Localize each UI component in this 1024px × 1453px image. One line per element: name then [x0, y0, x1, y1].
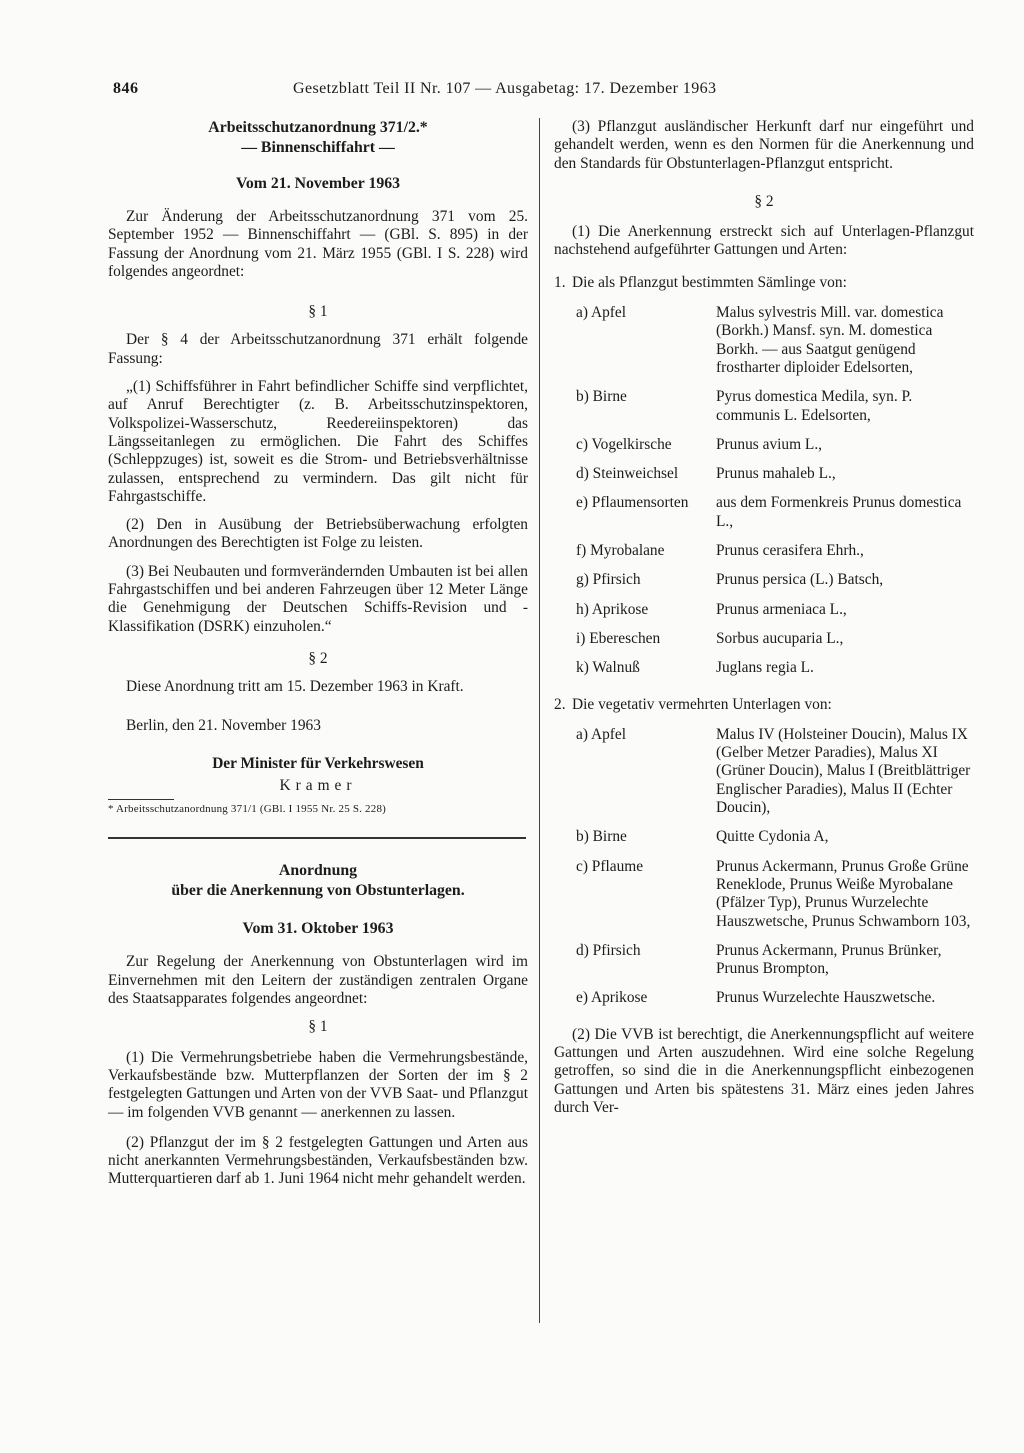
list-item: [554, 989, 974, 1007]
doc2-intro: Zur Regelung der Anerkennung von Obstunterlagen wird im Einvernehmen mit den Leitern der zuständigen zentralen Organe des Staatsapparates folgendes angeordnet:: [108, 953, 528, 1008]
doc2-section1-heading: § 1: [308, 1018, 328, 1036]
doc1-date: Vom 21. November 1963: [235, 175, 401, 192]
footnote-rule: [108, 799, 174, 800]
doc1-section1-para2: (2) Den in Ausübung der Betriebsüberwachung erfolgten Anordnungen des Berechtigten ist Folge zu leisten.: [108, 516, 528, 552]
list-item-label: c) Vogelkirsche: [576, 435, 672, 453]
column-divider: [539, 118, 540, 1323]
doc1-footnote: * Arbeitsschutzanordnung 371/1 (GBl. I 1955 Nr. 25 S. 228): [108, 803, 387, 816]
list-item: [554, 630, 974, 648]
doc2-section1-para1: (1) Die Vermehrungsbetriebe haben die Vermehrungsbestände, Verkaufsbestände bzw. Mutterpflanzen der Sorten der im § 2 festgelegten Gattungen und Arten von der VVB Saat- und Pflanzgut — im folgenden VVB genannt — anerkennen zu lassen.: [108, 1048, 528, 1121]
list-item-label: f) Myrobalane: [576, 542, 665, 560]
list-item-label: g) Pfirsich: [576, 571, 641, 589]
list1-heading: [554, 274, 974, 292]
list-item-value: Prunus Wurzelechte Hauszwetsche.: [716, 989, 936, 1007]
page-header: [113, 78, 973, 100]
list-item: [554, 436, 974, 454]
right-column: [554, 118, 974, 1117]
list-item-label: e) Aprikose: [576, 989, 648, 1007]
list-item: [554, 659, 974, 677]
list-item-value: Pyrus domestica Medila, syn. P. communis L. Edelsorten,: [716, 388, 913, 424]
list-item-label: h) Aprikose: [576, 600, 649, 618]
list-item-label: e) Pflaumensorten: [576, 494, 689, 512]
doc1-section2-text: Diese Anordnung tritt am 15. Dezember 1963 in Kraft.: [126, 678, 464, 696]
list2-heading: [554, 696, 974, 714]
list-item-value: Prunus Ackermann, Prunus Brünker, Prunus Brompton,: [716, 941, 942, 978]
list-item-value: Malus sylvestris Mill. var. domestica (Borkh.) Mansf. syn. M. domestica Borkh. — aus Saatgut genügend frostharter diploider Edelsorten,: [716, 304, 944, 376]
list2-number: 2.: [554, 695, 566, 713]
list-item-label: b) Birne: [576, 388, 627, 406]
doc1-section1-para3: (3) Bei Neubauten und formverändernden Umbauten ist bei allen Fahrgastschiffen und bei anderen Fahrzeugen über 12 Meter Länge die Genehmigung der Deutschen Schiffs-Revision und -Klassifikation (DSRK) einzuholen.“: [108, 562, 528, 635]
doc2-section2-para1: (1) Die Anerkennung erstreckt sich auf Unterlagen-Pflanzgut nachstehend aufgeführter Gattungen und Arten:: [554, 223, 974, 259]
list-item-value: Prunus mahaleb L.,: [716, 465, 836, 483]
list-item: [554, 942, 974, 979]
list-item-label: c) Pflaume: [576, 857, 644, 875]
list-item-value: Prunus persica (L.) Batsch,: [716, 571, 884, 589]
running-title: Gesetzblatt Teil II Nr. 107 — Ausgabetag: 17. Dezember 1963: [293, 80, 717, 97]
list-item-value: aus dem Formenkreis Prunus domestica L.,: [716, 494, 962, 530]
list1-heading-text: Die als Pflanzgut bestimmten Sämlinge von:: [572, 273, 847, 291]
list-item-value: Sorbus aucuparia L.,: [716, 629, 844, 647]
list-item: [554, 601, 974, 619]
doc1-signer-title: Der Minister für Verkehrswesen: [212, 754, 424, 772]
list-item-value: Prunus armeniaca L.,: [716, 600, 847, 618]
list-item-label: i) Ebereschen: [576, 629, 661, 647]
list-item-label: d) Steinweichsel: [576, 465, 679, 483]
list-item: [554, 304, 974, 377]
list-item-value: Prunus cerasifera Ehrh.,: [716, 542, 864, 560]
doc1-title: Arbeitsschutzanordnung 371/2.*: [208, 119, 428, 136]
list2-heading-text: Die vegetativ vermehrten Unterlagen von:: [572, 695, 832, 713]
list-item-value: Prunus Ackermann, Prunus Große Grüne Reneklode, Prunus Weiße Myrobalane (Pfälzer Typ), Prunus Wurzelechte Hauszwetsche, Prunus Schwamborn 103,: [716, 857, 971, 930]
list-item-value: Malus IV (Holsteiner Doucin), Malus IX (Gelber Metzer Paradies), Malus XI (Grüner Doucin), Malus I (Breitblättriger Englischer Paradies), Malus II (Echter Doucin),: [716, 725, 971, 817]
doc2-section1-para3: (3) Pflanzgut ausländischer Herkunft darf nur eingeführt und gehandelt werden, wenn es den Normen für die Anerkennung und den Standards für Obstunterlagen-Pflanzgut entspricht.: [554, 118, 974, 172]
doc2-section2-para2: (2) Die VVB ist berechtigt, die Anerkennungspflicht auf weitere Gattungen und Arten auszudehnen. Wird eine solche Regelung getroffen, so sind die in die Anerkennungspflicht einbezogenen Gattungen und Arten bis spätestens 31. März eines jeden Jahres durch Ver-: [554, 1025, 974, 1116]
doc1-section1-heading: § 1: [308, 303, 328, 321]
list-item-label: b) Birne: [576, 828, 627, 846]
list-item-label: a) Apfel: [576, 304, 626, 322]
list-item: [554, 828, 974, 846]
doc2-title-line1: Anordnung: [278, 862, 358, 880]
list-item: [554, 726, 974, 817]
doc2-date: Vom 31. Oktober 1963: [242, 920, 394, 938]
doc1-place-date: Berlin, den 21. November 1963: [126, 716, 321, 734]
list-item-label: a) Apfel: [576, 725, 626, 743]
list-item: [554, 388, 974, 425]
list1-number: 1.: [554, 273, 566, 291]
list-item: [554, 571, 974, 589]
doc1-subtitle: — Binnenschiffahrt —: [241, 139, 395, 156]
list-item-label: d) Pfirsich: [576, 941, 641, 959]
list-item: [554, 465, 974, 483]
doc1-intro: Zur Änderung der Arbeitsschutzanordnung 371 vom 25. September 1952 — Binnenschiffahrt — (GBl. S. 895) in der Fassung der Anordnung vom 21. März 1955 (GBl. I S. 228) wird folgendes angeordnet:: [108, 208, 528, 280]
doc1-section1-para1: „(1) Schiffsführer in Fahrt befindlicher Schiffe sind verpflichtet, auf Anruf Berechtigter (z. B. Arbeitsschutzinspektoren, Volkspolizei-Wasserschutz, Reedereiinspektoren) das Längsseitanlegen zu ermöglichen. Die Fahrt des Schiffes (Schleppzuges) ist, soweit es die Strom- und Betriebsverhältnisse zulassen, entsprechend zu vermindern. Das gilt nicht für Fahrgastschiffe.: [108, 378, 528, 505]
list1: [554, 304, 974, 677]
list-item-value: Juglans regia L.: [716, 659, 814, 677]
list-item-value: Quitte Cydonia A,: [716, 828, 829, 846]
list2: [554, 726, 974, 1008]
left-column: [108, 118, 528, 1189]
doc2-section2-heading: § 2: [754, 192, 774, 210]
list-item-value: Prunus avium L.,: [716, 435, 823, 453]
doc2-title-line2: über die Anerkennung von Obstunterlagen.: [171, 882, 465, 900]
list-item: [554, 494, 974, 531]
list-item: [554, 858, 974, 931]
doc1-section1-intro: Der § 4 der Arbeitsschutzanordnung 371 erhält folgende Fassung:: [108, 331, 528, 367]
doc2-section1-para2: (2) Pflanzgut der im § 2 festgelegten Gattungen und Arten aus nicht anerkannten Vermehrungsbeständen, Verkaufsbeständen bzw. Mutterquartieren darf ab 1. Juni 1964 nicht mehr gehandelt werden.: [108, 1133, 528, 1188]
list-item: [554, 542, 974, 560]
doc1-signer-name: Kramer: [279, 777, 357, 795]
list-item-label: k) Walnuß: [576, 659, 640, 677]
page-number: 846: [113, 80, 139, 97]
doc1-section2-heading: § 2: [308, 649, 328, 667]
